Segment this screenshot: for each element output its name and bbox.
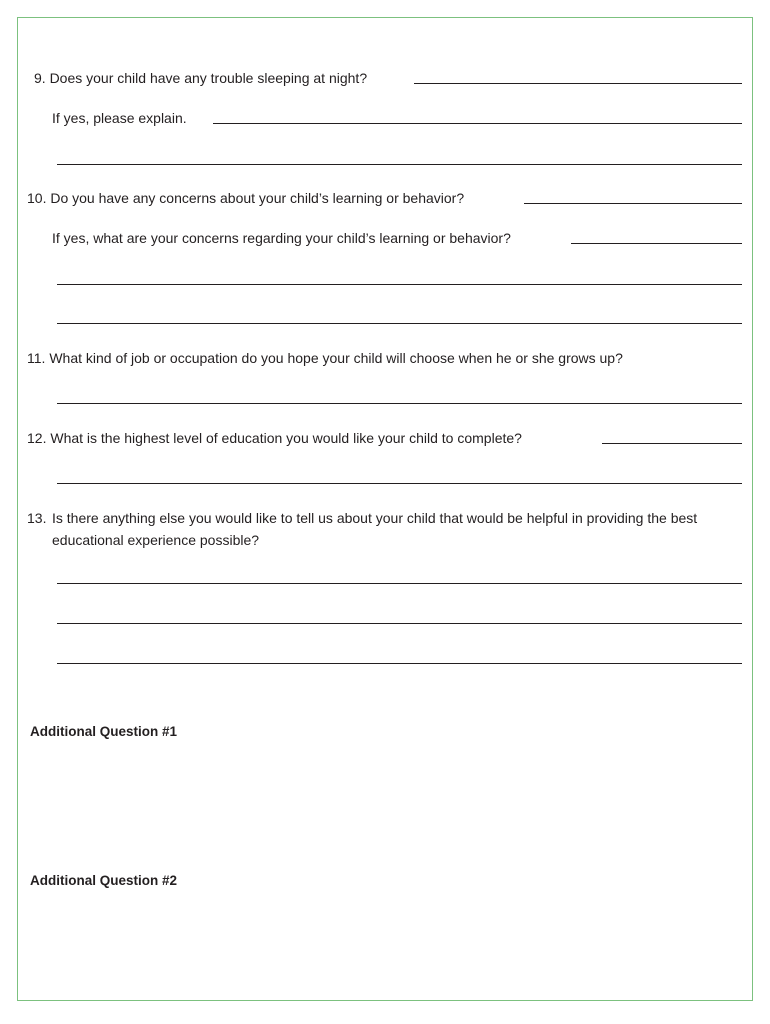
question-13-number: 13. (27, 510, 47, 526)
question-13-answer-line-1[interactable] (57, 583, 742, 584)
question-9-followup-label: If yes, please explain. (52, 110, 187, 126)
question-9-explain-line-2[interactable] (57, 164, 742, 165)
question-9-explain-line-1[interactable] (213, 123, 742, 124)
question-10-answer-line[interactable] (524, 203, 742, 204)
question-9-answer-line[interactable] (414, 83, 742, 84)
question-10-concerns-line-2[interactable] (57, 284, 742, 285)
question-10-concerns-line-1[interactable] (571, 243, 742, 244)
question-12-label: 12. What is the highest level of education you would like your child to complete? (27, 430, 522, 446)
question-13-answer-line-2[interactable] (57, 623, 742, 624)
additional-question-1-heading: Additional Question #1 (30, 724, 178, 739)
question-9-label: 9. Does your child have any trouble sleeping at night? (34, 70, 368, 86)
question-10-concerns-line-3[interactable] (57, 323, 742, 324)
question-11-label: 11. What kind of job or occupation do you hope your child will choose when he or she grows up? (27, 350, 623, 366)
question-10-followup-label: If yes, what are your concerns regarding your child’s learning or behavior? (52, 230, 511, 246)
question-11-answer-line[interactable] (57, 403, 742, 404)
question-12-answer-line-2[interactable] (57, 483, 742, 484)
additional-question-2-heading: Additional Question #2 (30, 873, 178, 888)
question-12-answer-line-1[interactable] (602, 443, 742, 444)
question-10-label: 10. Do you have any concerns about your child’s learning or behavior? (27, 190, 465, 206)
question-13-answer-line-3[interactable] (57, 663, 742, 664)
question-13-label: Is there anything else you would like to tell us about your child that would be helpful in providing the best educational experience possible? (52, 510, 698, 548)
